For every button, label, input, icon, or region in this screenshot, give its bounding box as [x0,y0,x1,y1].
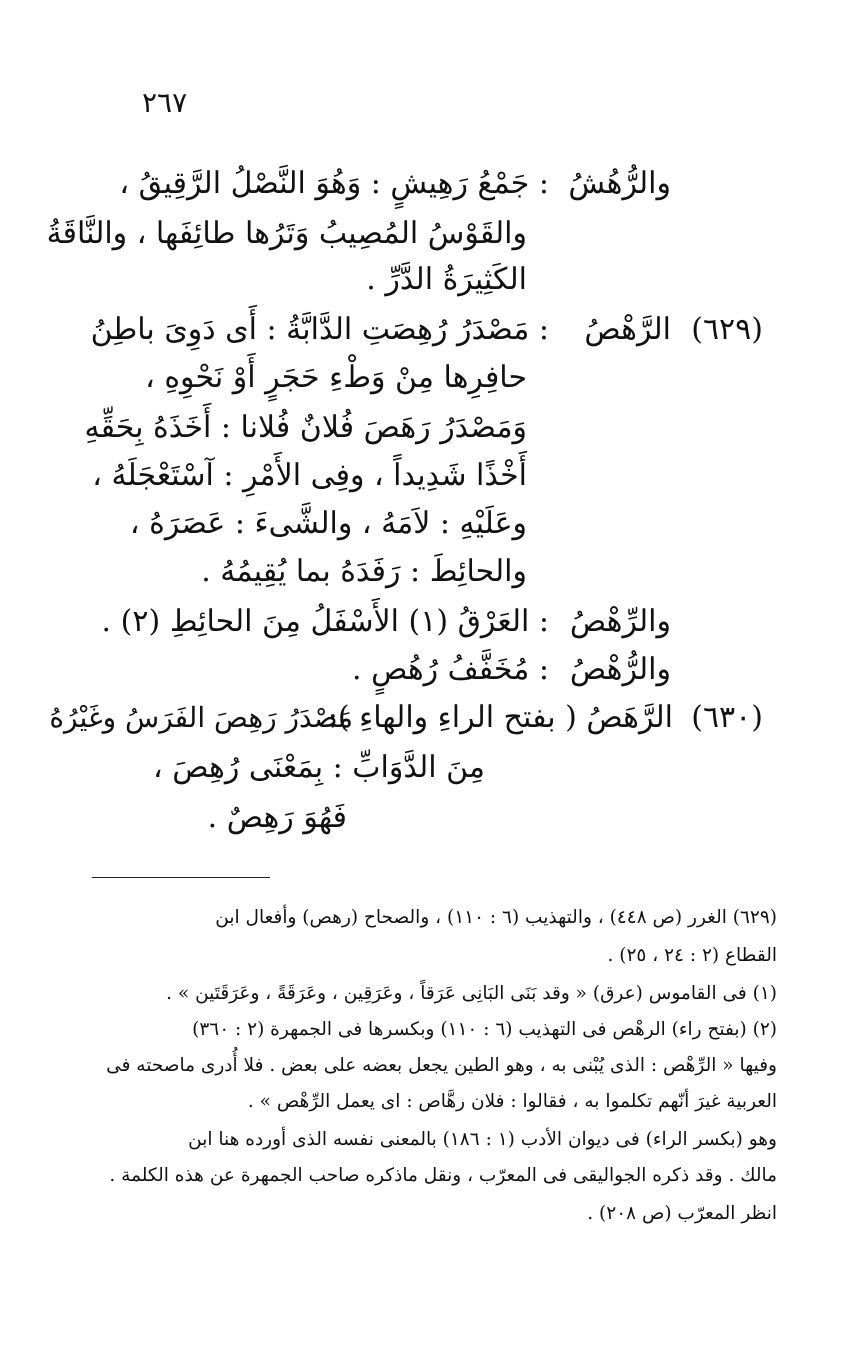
headword: الرَّهَصُ ( بفتح الراءِ والهاءِ ): [327,700,673,735]
definition-continuation: الكَثِيرَةُ الدَّرِّ . [366,262,527,297]
footnote-line: القطاع (٢ : ٢٤ ، ٢٥) . [607,945,777,966]
definition: : جَمْعُ رَهِيشٍ : وَهُوَ النَّصْلُ الرَّقِيقُ ، [119,166,549,201]
footnote-line: (٢) (بفتح راء) الرهْص فى التهذيب (٦ : ١١٠) وبكسرها فى الجمهرة (٢ : ٣٦٠) [192,1019,777,1040]
entry-number: (٦٣٠) [691,700,763,735]
footnote-line: (٦٢٩) الغرر (ص ٤٤٨) ، والتهذيب (٦ : ١١٠) ، والصحاح (رهص) وأفعال ابن [215,907,777,928]
footnote-line: (١) فى القاموس (عرق) « وقد بَنَى البَانِى عَرَقاً ، وعَرَقِين ، وعَرَقَةً ، وعَرَقَتَين » . [166,983,777,1004]
footnote-line: مالك . وقد ذكره الجواليقى فى المعرّب ، ونقل ماذكره صاحب الجمهرة عن هذه الكلمة . [109,1165,777,1186]
definition: مَصْدَرُ رَهِصَ الفَرَسُ وغَيْرُهُ [49,701,353,734]
footnote-line: وهو (بكسر الراء) فى ديوان الأدب (١ : ١٨٦) بالمعنى نفسه الذى أورده هنا ابن [188,1129,777,1150]
definition-continuation: أَخْذًا شَدِيداً ، وفِى الأَمْرِ : آسْتَعْجَلَهُ ، [92,458,527,493]
definition-continuation: وعَلَيْهِ : لاَمَهُ ، والشَّىءَ : عَصَرَهُ ، [129,506,527,541]
headword: والرُّهْصُ [569,652,671,687]
definition-continuation: حافِرِها مِنْ وَطْءِ حَجَرٍ أَوْ نَحْوِهِ ، [145,360,527,395]
definition: : العَرْقُ (١) الأَسْفَلُ مِنَ الحائِطِ (٢) . [101,604,549,639]
page-number: ٢٦٧ [142,86,188,119]
footnote-line: انظر المعرّب (ص ٢٠٨) . [587,1203,777,1224]
headword: والرِّهْصُ [569,604,671,639]
definition: : مَصْدَرُ رُهِصَتِ الدَّابَّةُ : أَى دَوِىَ باطِنُ [90,312,549,347]
definition-continuation: والحائِطَ : رَفَدَهُ بما يُقِيمُهُ . [201,554,527,589]
headword: والرُّهُشُ [568,166,671,201]
definition-continuation: والقَوْسُ المُصِيبُ وَتَرُها طائِفَها ، والنَّاقَةُ [46,216,527,251]
definition-continuation: وَمَصْدَرُ رَهَصَ فُلانٌ فُلانا : أَخَذَهُ بِحَقِّهِ [84,410,527,445]
entry-number: (٦٢٩) [691,312,763,347]
footnote-line: وفيها « الرِّهْص : الذى يُبْنى به ، وهو الطين يجعل بعضه على بعض . فلا أُدرى ماصحته فى [106,1055,777,1076]
headword: الرَّهْصُ [584,312,671,347]
definition: : مُخَفَّفُ رُهُصٍ . [352,652,549,687]
footnote-divider [92,877,270,878]
footnote-line: العربية غيرَ أنّهم تكلموا به ، فقالوا : فلان رهَّاص : اى يعمل الرِّهْص » . [247,1091,777,1112]
definition-continuation: فَهُوَ رَهِصٌ . [207,800,347,835]
definition-continuation: مِنَ الدَّوَابِّ : بِمَعْنَى رُهِصَ ، [153,750,485,785]
